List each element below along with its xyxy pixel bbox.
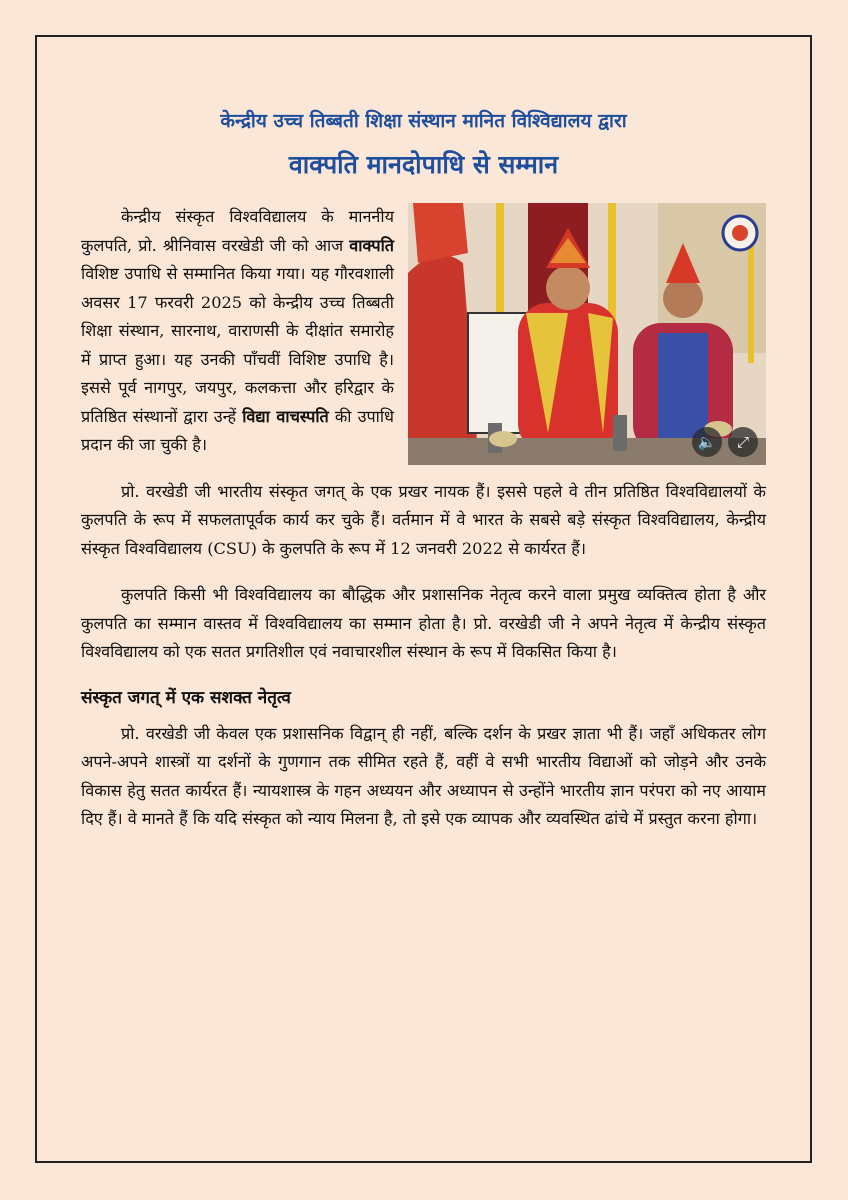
ceremony-illustration <box>408 203 766 465</box>
ceremony-photo[interactable] <box>408 203 766 465</box>
page-frame <box>35 35 812 1163</box>
section-heading: संस्कृत जगत् में एक सशक्त नेतृत्व <box>81 687 291 708</box>
paragraph-4: प्रो. वरखेडी जी केवल एक प्रशासनिक विद्वान् ही नहीं, बल्कि दर्शन के प्रखर ज्ञाता भी हैं। जहाँ अधिकतर लोग अपने-अपने शास्त्रों या दर्शनों के गुणगान तक सीमित रहते हैं, वहीं वे सभी भारतीय विद्याओं को जोड़ने और उनके विकास हेतु सतत कार्यरत हैं। न्यायशास्त्र के गहन अध्ययन और अध्यापन से उन्होंने भारतीय ज्ञान परंपरा को नए आयाम दिए हैं। वे मानते हैं कि यदि संस्कृत को न्याय मिलना है, तो इसे एक व्यापक और व्यवस्थित ढांचे में प्रस्तुत करना होगा। <box>81 723 766 828</box>
page-title-line1: केन्द्रीय उच्च तिब्बती शिक्षा संस्थान मानित विश्विद्यालय द्वारा <box>220 110 627 132</box>
p1-text-c: की उपाधि प्रदान की जा चुकी है। <box>81 406 394 454</box>
page-title-line2: वाक्पति मानदोपाधि से सम्मान <box>288 150 559 179</box>
p1-bold-vidya-vachaspati: विद्या वाचस्पति <box>242 406 329 426</box>
paragraph-3: कुलपति किसी भी विश्वविद्यालय का बौद्धिक और प्रशासनिक नेतृत्व करने वाला प्रमुख व्यक्तित्व होता है और कुलपति का सम्मान वास्तव में विश्वविद्यालय का सम्मान होता है। प्रो. वरखेडी जी ने अपने नेतृत्व में केन्द्रीय संस्कृत विश्वविद्यालय को एक सतत प्रगतिशील एवं नवाचारशील संस्थान के रूप में विकसित किया है। <box>81 585 766 661</box>
p1-bold-vakpati: वाक्पति <box>349 235 394 255</box>
expand-icon[interactable]: ⤢ <box>728 427 758 457</box>
p1-text-b: विशिष्ट उपाधि से सम्मानित किया गया। यह गौरवशाली अवसर 17 फरवरी 2025 को केन्द्रीय उच्च तिब्बती शिक्षा संस्थान, सारनाथ, वाराणसी के दीक्षांत समारोह में प्राप्त हुआ। यह उनकी पाँचवीं विशिष्ट उपाधि है। इससे पूर्व नागपुर, जयपुर, कलकत्ता और हरिद्वार के प्रतिष्ठित संस्थानों द्वारा उन्हें <box>81 264 394 426</box>
paragraph-2: प्रो. वरखेडी जी भारतीय संस्कृत जगत् के एक प्रखर नायक हैं। इससे पहले वे तीन प्रतिष्ठित विश्वविद्यालयों के कुलपति के रूप में सफलतापूर्वक कार्य कर चुके हैं। वर्तमान में वे भारत के सबसे बड़े संस्कृत विश्वविद्यालय, केन्द्रीय संस्कृत विश्वविद्यालय (CSU) के कुलपति के रूप में 12 जनवरी 2022 से कार्यरत हैं। <box>81 481 766 558</box>
p1-text-a: केन्द्रीय संस्कृत विश्वविद्यालय के माननीय कुलपति, प्रो. श्रीनिवास वरखेडी जी को आज <box>81 207 394 255</box>
speaker-icon[interactable]: 🔈 <box>692 427 722 457</box>
